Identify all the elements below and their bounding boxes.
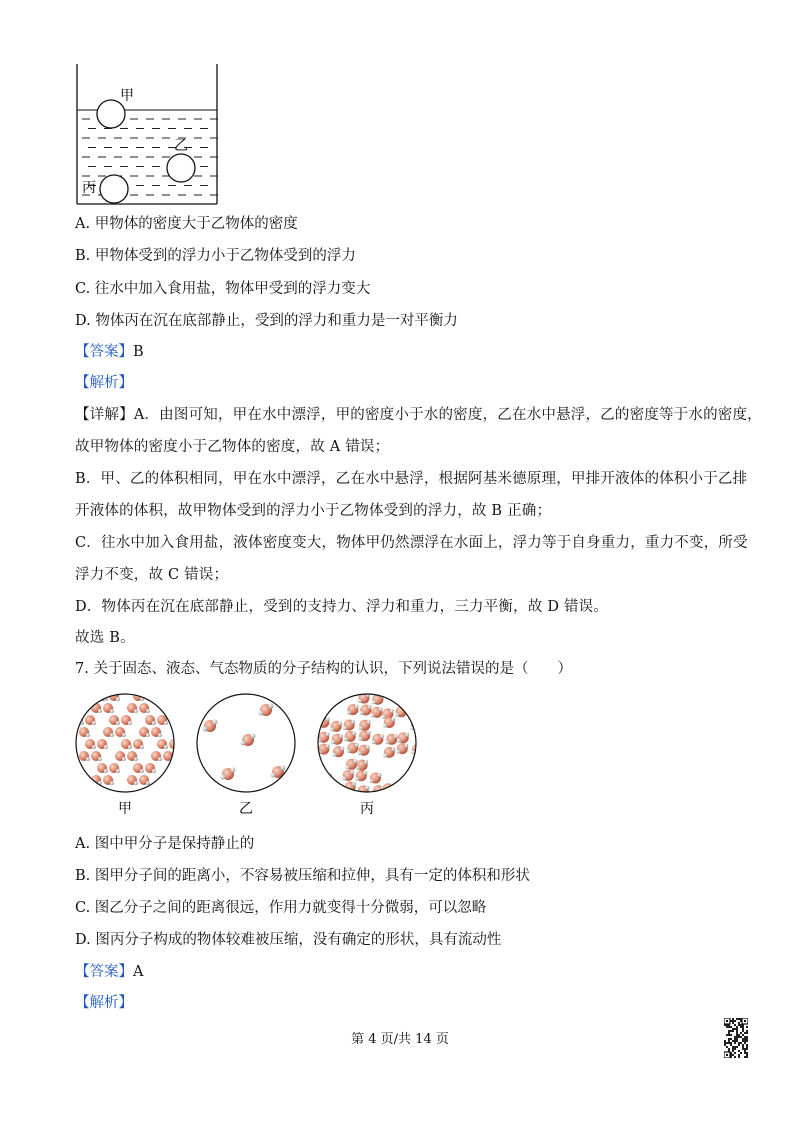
ball-yi <box>167 154 195 182</box>
molecule-figure <box>70 688 430 828</box>
liquid-molecules <box>316 691 423 796</box>
q6-conclusion: 故选 B。 <box>75 630 135 646</box>
q6-detail-line-3: B．甲、乙的体积相同，甲在水中漂浮，乙在水中悬浮，根据阿基米德原理，甲排开液体的体积小于乙排 <box>75 471 748 487</box>
q6-detail-line-5: C．往水中加入食用盐，液体密度变大，物体甲仍然漂浮在水面上，浮力等于自身重力，重力不变，所受 <box>75 535 748 551</box>
q7-stem: 7. 关于固态、液态、气态物质的分子结构的认识，下列说法错误的是（ ） <box>75 661 572 677</box>
label-jia: 甲 <box>120 88 134 104</box>
q6-detail-line-1: 【详解】A．由图可知，甲在水中漂浮，甲的密度小于水的密度，乙在水中悬浮，乙的密度等于水的密度， <box>75 407 762 423</box>
q7-answer <box>75 962 143 982</box>
page-footer: 第 4 页/共 14 页 <box>351 1032 449 1047</box>
ball-jia <box>97 100 125 128</box>
q7-option-b: B. 图甲分子间的距离小，不容易被压缩和拉伸，具有一定的体积和形状 <box>75 868 530 884</box>
answer-value: B <box>133 344 144 360</box>
q6-option-d: D. 物体丙在沉在底部静止，受到的浮力和重力是一对平衡力 <box>75 313 458 329</box>
q6-detail-line-6: 浮力不变，故 C 错误； <box>75 567 229 583</box>
q6-analysis-tag: 【解析】 <box>75 375 133 391</box>
q6-option-b: B. 甲物体受到的浮力小于乙物体受到的浮力 <box>75 248 356 264</box>
q6-detail-line-4: 开液体的体积，故甲物体受到的浮力小于乙物体受到的浮力，故 B 正确； <box>75 503 552 519</box>
q6-option-a: A. 甲物体的密度大于乙物体的密度 <box>75 216 298 232</box>
label-yi: 乙 <box>174 138 188 154</box>
q7-option-d: D. 图丙分子构成的物体较难被压缩，没有确定的形状，具有流动性 <box>75 932 502 948</box>
q7-analysis-tag: 【解析】 <box>75 995 133 1011</box>
qr-code-icon <box>724 1018 748 1058</box>
buoyancy-figure <box>70 64 230 214</box>
ball-bing <box>100 175 128 203</box>
gas-molecules <box>203 704 286 781</box>
answer-tag: 【答案】 <box>75 964 133 980</box>
solid-molecules <box>73 691 186 785</box>
answer-tag: 【答案】 <box>75 344 133 360</box>
answer-value: A <box>133 964 144 980</box>
detail-tag: 【详解】 <box>75 407 134 423</box>
q7-option-c: C. 图乙分子之间的距离很远，作用力就变得十分微弱，可以忽略 <box>75 900 487 916</box>
q7-option-a: A. 图中甲分子是保持静止的 <box>75 836 255 852</box>
q6-option-c: C. 往水中加入食用盐，物体甲受到的浮力变大 <box>75 281 371 297</box>
q6-detail-line-7: D．物体丙在沉在底部静止，受到的支持力、浮力和重力，三力平衡，故 D 错误。 <box>75 599 609 615</box>
label-bing: 丙 <box>82 180 96 196</box>
q6-answer <box>75 342 144 362</box>
fig2-label-jia: 甲 <box>118 801 132 817</box>
fig2-label-yi: 乙 <box>239 801 253 817</box>
fig2-label-bing: 丙 <box>360 801 374 817</box>
q6-detail-line-2: 故甲物体的密度小于乙物体的密度，故 A 错误； <box>75 439 390 455</box>
